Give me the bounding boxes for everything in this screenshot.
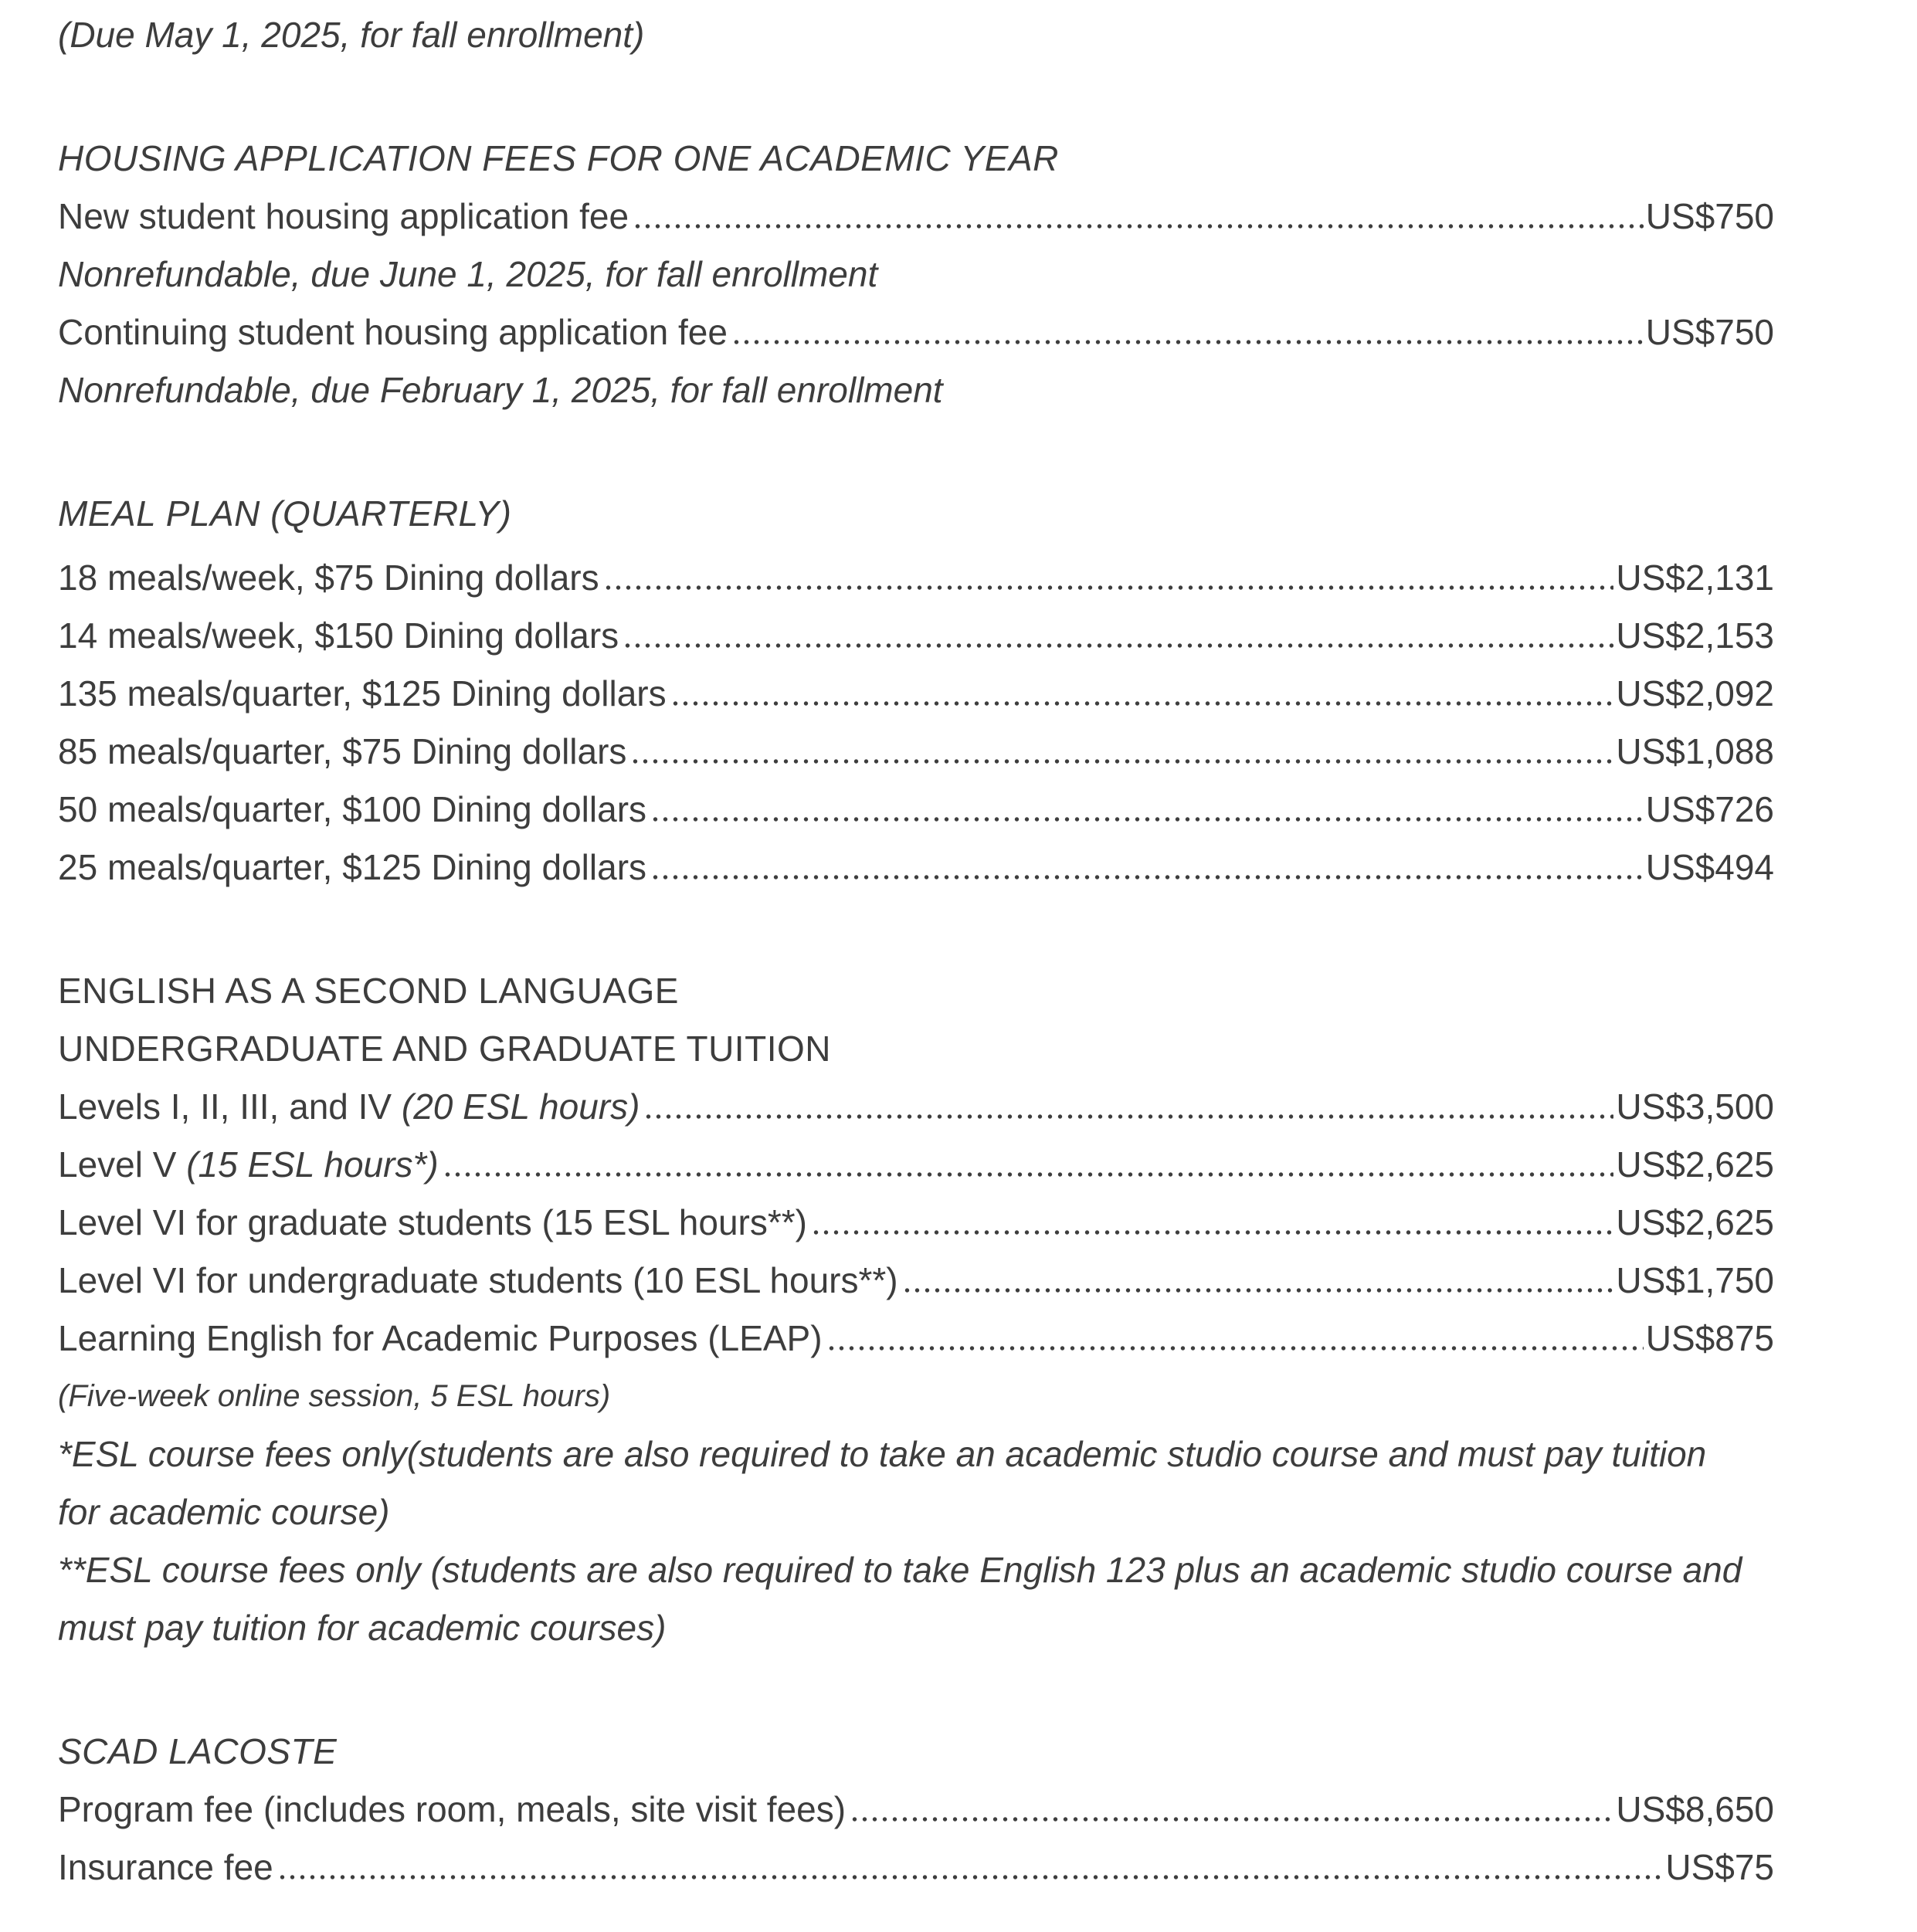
fee-note: Nonrefundable, due February 1, 2025, for fall enrollment [58, 370, 943, 410]
fee-label-text: Level V [58, 1144, 187, 1185]
section-scad-lacoste [58, 1723, 1851, 1896]
dot-leader [603, 585, 1614, 590]
fee-amount: US$750 [1645, 312, 1774, 352]
fee-label: 85 meals/quarter, $75 Dining dollars [58, 731, 627, 771]
fee-row-esl-levels-1-4 [58, 1078, 1851, 1136]
fee-amount: US$875 [1645, 1318, 1774, 1358]
dot-leader [731, 340, 1644, 344]
dot-leader [277, 1875, 1664, 1879]
esl-section-subheading: UNDERGRADUATE AND GRADUATE TUITION [58, 1029, 831, 1069]
fee-amount: US$2,153 [1616, 615, 1774, 656]
fee-amount: US$75 [1665, 1847, 1774, 1887]
fee-note: Nonrefundable, due June 1, 2025, for fall enrollment [58, 254, 878, 294]
fee-amount: US$2,625 [1616, 1202, 1774, 1242]
fee-row-lacoste-program [58, 1781, 1851, 1839]
fee-label: 50 meals/quarter, $100 Dining dollars [58, 789, 647, 829]
fee-amount: US$3,500 [1616, 1086, 1774, 1127]
fee-label: Program fee (includes room, meals, site visit fees) [58, 1789, 847, 1829]
fee-label: 18 meals/week, $75 Dining dollars [58, 558, 599, 598]
section-esl [58, 962, 1851, 1657]
dot-leader [643, 1114, 1613, 1119]
due-date-note: (Due May 1, 2025, for fall enrollment) [58, 15, 645, 55]
dot-leader [670, 701, 1614, 706]
fee-label: Continuing student housing application fee [58, 312, 728, 352]
fee-row-meal-14-week [58, 607, 1851, 665]
fee-label: New student housing application fee [58, 196, 629, 236]
fee-row-meal-18-week [58, 549, 1851, 607]
dot-leader [443, 1172, 1614, 1177]
fee-label [58, 1078, 640, 1136]
fee-row-esl-level-5 [58, 1136, 1851, 1194]
fee-row-meal-50-quarter [58, 781, 1851, 839]
fee-amount: US$1,750 [1616, 1260, 1774, 1300]
dot-leader [650, 875, 1644, 880]
dot-leader [902, 1288, 1614, 1293]
esl-footnote-double-asterisk-line1: **ESL course fees only (students are also required to take English 123 plus an academic studio course and [58, 1550, 1742, 1590]
fee-label: Insurance fee [58, 1847, 273, 1887]
dot-leader [650, 817, 1644, 822]
fee-label: 25 meals/quarter, $125 Dining dollars [58, 847, 647, 887]
fee-row-meal-25-quarter [58, 839, 1851, 897]
fee-amount: US$2,625 [1616, 1144, 1774, 1185]
fee-amount: US$2,131 [1616, 558, 1774, 598]
fee-label: 135 meals/quarter, $125 Dining dollars [58, 673, 667, 713]
leap-session-note: (Five-week online session, 5 ESL hours) [58, 1379, 611, 1413]
dot-leader [826, 1346, 1644, 1351]
section-housing [58, 130, 1851, 419]
esl-footnote-single-asterisk-line2: for academic course) [58, 1492, 390, 1532]
fee-label: Learning English for Academic Purposes (LEAP) [58, 1318, 823, 1358]
fee-amount: US$750 [1645, 196, 1774, 236]
meal-plan-section-heading: MEAL PLAN (QUARTERLY) [58, 493, 512, 534]
fee-label: Level VI for undergraduate students (10 ESL hours**) [58, 1260, 898, 1300]
fee-row-meal-135-quarter [58, 665, 1851, 723]
fee-amount: US$726 [1645, 789, 1774, 829]
fee-label: Level VI for graduate students (15 ESL hours**) [58, 1202, 807, 1242]
fee-amount: US$2,092 [1616, 673, 1774, 713]
dot-leader [623, 643, 1613, 648]
fee-row-esl-level-6-undergrad [58, 1252, 1851, 1310]
section-meal-plan [58, 485, 1851, 897]
fee-row-esl-leap [58, 1310, 1851, 1368]
esl-footnote-double-asterisk-line2: must pay tuition for academic courses) [58, 1608, 667, 1648]
fee-row-esl-level-6-grad [58, 1194, 1851, 1252]
fee-row-new-student-housing [58, 188, 1851, 246]
dot-leader [811, 1230, 1613, 1235]
fee-row-continuing-student-housing [58, 303, 1851, 361]
fee-row-meal-85-quarter [58, 723, 1851, 781]
fee-label [58, 1136, 439, 1194]
esl-section-heading: ENGLISH AS A SECOND LANGUAGE [58, 971, 679, 1011]
fee-amount: US$1,088 [1616, 731, 1774, 771]
fee-label-italic-part: (15 ESL hours*) [186, 1144, 439, 1185]
fee-label-italic-part: (20 ESL hours) [401, 1086, 640, 1127]
lacoste-section-heading: SCAD LACOSTE [58, 1731, 338, 1771]
housing-section-heading: HOUSING APPLICATION FEES FOR ONE ACADEMIC YEAR [58, 138, 1059, 178]
fee-amount: US$494 [1645, 847, 1774, 887]
esl-footnote-single-asterisk-line1: *ESL course fees only(students are also required to take an academic studio course and must pay tuition [58, 1434, 1707, 1474]
fee-row-lacoste-insurance [58, 1839, 1851, 1896]
dot-leader [633, 224, 1644, 229]
fee-label-text: Levels I, II, III, and IV [58, 1086, 402, 1127]
fee-amount: US$8,650 [1616, 1789, 1774, 1829]
dot-leader [630, 759, 1613, 764]
dot-leader [850, 1817, 1613, 1822]
fee-label: 14 meals/week, $150 Dining dollars [58, 615, 619, 656]
